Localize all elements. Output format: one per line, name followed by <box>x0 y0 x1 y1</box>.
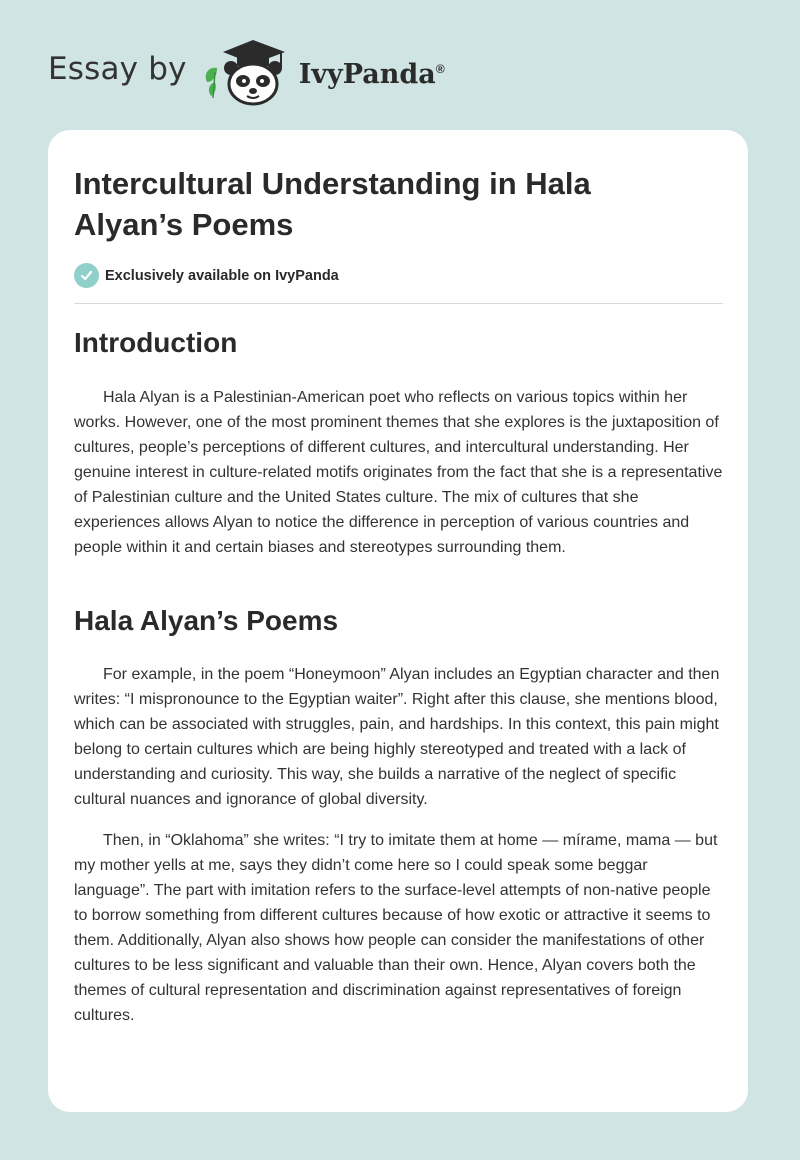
check-circle-icon <box>74 263 99 288</box>
section-heading-poems: Hala Alyan’s Poems <box>74 605 339 636</box>
brand-name: IvyPanda® <box>298 58 445 90</box>
paragraph: Hala Alyan is a Palestinian-American poet who reflects on various topics within her works. However, one of the most prominent themes that she explores is the juxtaposition of cultures, people’s perceptions of different cultures, and intercultural understanding. Her genuine interest in culture-related motifs originates from the fact that she is a representative of Palestinian culture and the United States culture. The mix of cultures that she experiences allows Alyan to notice the difference in perception of various countries and people within it and certain biases and stereotypes surrounding them. <box>74 389 723 556</box>
badge-label: Exclusively available on IvyPanda <box>105 267 339 284</box>
panda-logo-icon <box>201 36 293 108</box>
brand-header <box>48 36 445 108</box>
paragraph: Then, in “Oklahoma” she writes: “I try to imitate them at home — mírame, mama — but my mother yells at me, says they didn’t come here so I could speak some beggar language”. The part with imitation refers to the surface-level attempts of non-native people to borrow something from different cultures because of how exotic or attractive it seems to them. Additionally, Alyan also shows how people can consider the manifestations of other cultures to be less significant and valuable than their own. Hence, Alyan covers both the themes of cultural representation and discrimination against representatives of foreign cultures. <box>74 832 718 1024</box>
divider <box>74 303 723 304</box>
essay-title: Intercultural Understanding in Hala Alyan’s Poems <box>74 166 591 242</box>
brand-prefix: Essay by <box>48 51 187 87</box>
section-heading-introduction: Introduction <box>74 327 238 358</box>
essay-card <box>48 130 748 1112</box>
exclusive-badge <box>74 263 339 288</box>
paragraph: For example, in the poem “Honeymoon” Alyan includes an Egyptian character and then writes: “I mispronounce to the Egyptian waiter”. Right after this clause, she mentions blood, which can be associated with struggles, pain, and hardships. In this context, this pain might belong to certain cultures which are being highly stereotyped and treated with a lack of understanding and curiosity. This way, she builds a narrative of the neglect of specific cultural nuances and ignorance of global diversity. <box>74 666 720 808</box>
